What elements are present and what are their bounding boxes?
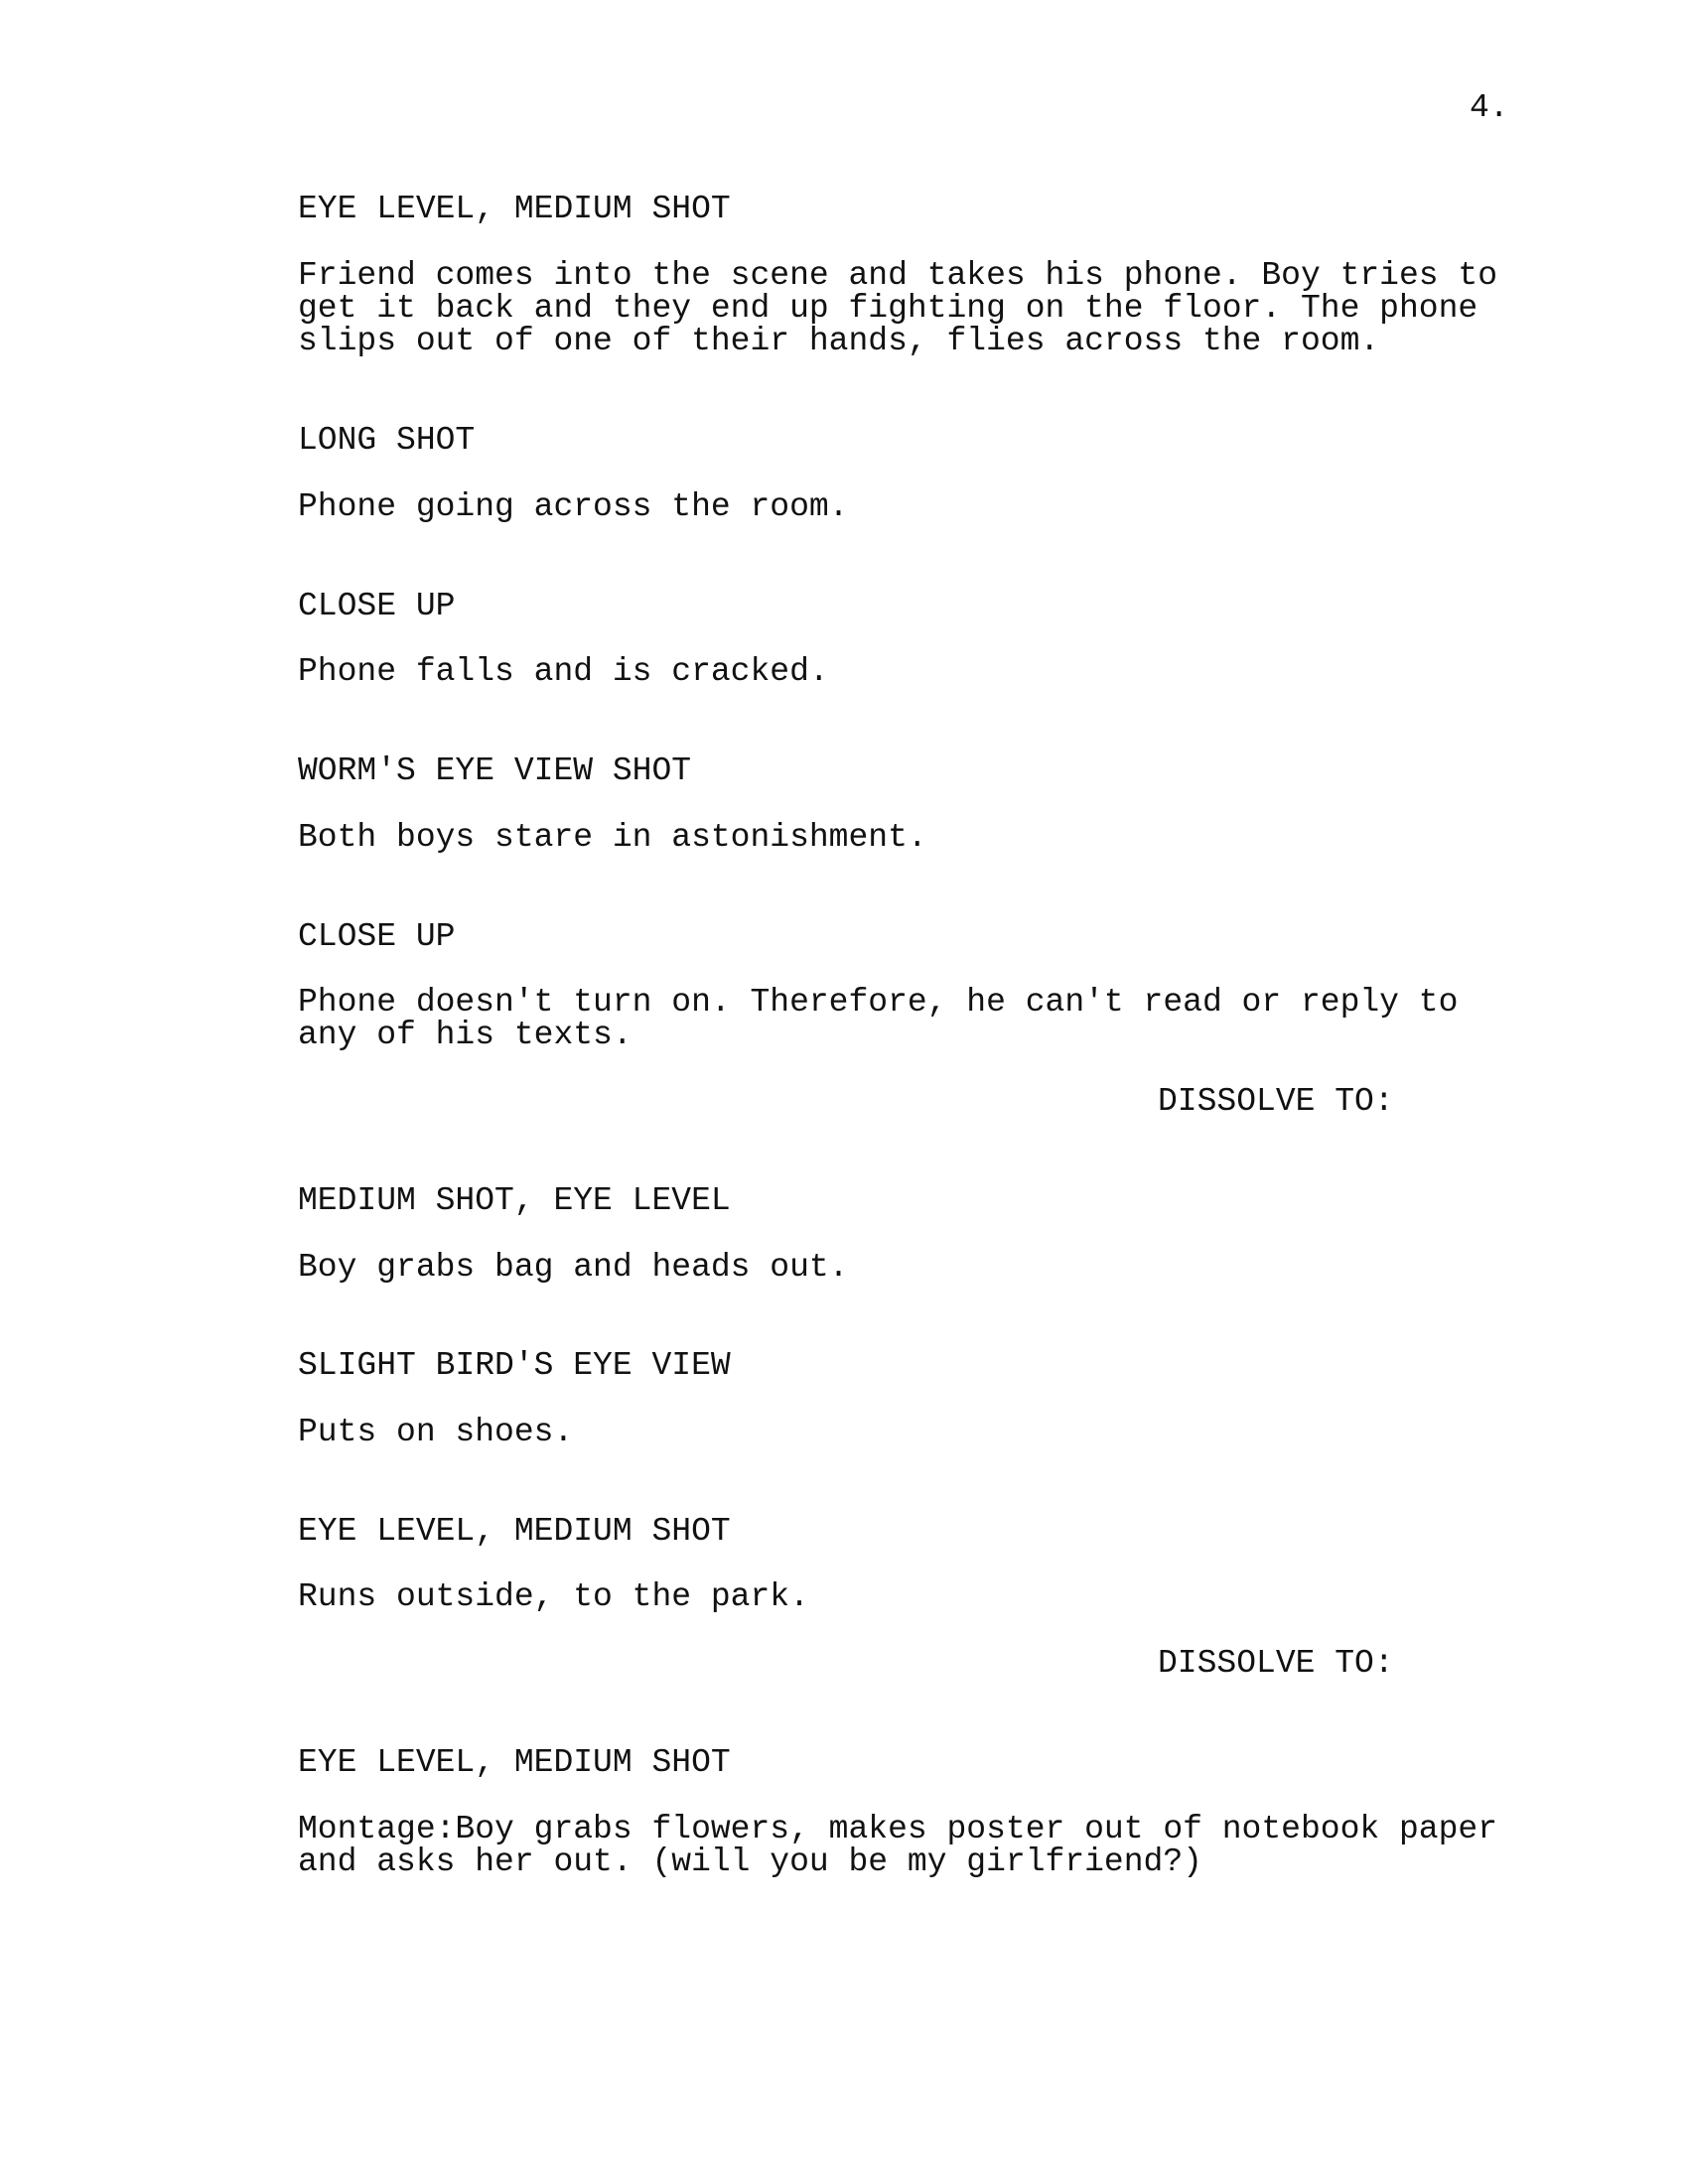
- spacer: [298, 1118, 1489, 1151]
- page-number: 4.: [1470, 89, 1509, 126]
- spacer: [298, 1680, 1489, 1712]
- shot-heading: CLOSE UP: [298, 917, 456, 955]
- spacer: [298, 1482, 1489, 1515]
- spacer: [298, 225, 1489, 258]
- shot-heading: CLOSE UP: [298, 587, 456, 624]
- spacer: [298, 457, 1489, 489]
- spacer: [298, 1614, 1489, 1647]
- spacer: [298, 887, 1489, 919]
- spacer: [298, 1284, 1489, 1316]
- transition: DISSOLVE TO:: [1158, 1083, 1394, 1121]
- action-line: Runs outside, to the park.: [298, 1578, 809, 1616]
- script-body: [298, 191, 1497, 1880]
- shot-heading: EYE LEVEL, MEDIUM SHOT: [298, 1743, 731, 1781]
- spacer: [298, 1316, 1489, 1349]
- spacer: [298, 1052, 1489, 1085]
- spacer: [298, 523, 1489, 556]
- shot-heading: SLIGHT BIRD'S EYE VIEW: [298, 1347, 731, 1385]
- action-line: Phone falls and is cracked.: [298, 653, 829, 691]
- spacer: [298, 854, 1489, 887]
- spacer: [298, 722, 1489, 754]
- action-line: and asks her out. (will you be my girlfriend?): [298, 1843, 1202, 1880]
- spacer: [298, 787, 1489, 820]
- spacer: [298, 1152, 1489, 1184]
- action-line: Montage:Boy grabs flowers, makes poster out of notebook paper: [298, 1810, 1497, 1847]
- spacer: [298, 1383, 1489, 1416]
- action-line: Boy grabs bag and heads out.: [298, 1248, 849, 1286]
- action-line: any of his texts.: [298, 1017, 633, 1054]
- spacer: [298, 556, 1489, 589]
- action-line: slips out of one of their hands, flies across the room.: [298, 323, 1380, 360]
- spacer: [298, 391, 1489, 424]
- spacer: [298, 1217, 1489, 1250]
- shot-heading: WORM'S EYE VIEW SHOT: [298, 752, 692, 790]
- spacer: [298, 688, 1489, 721]
- spacer: [298, 1448, 1489, 1481]
- transition: DISSOLVE TO:: [1158, 1645, 1394, 1683]
- spacer: [298, 357, 1489, 390]
- spacer: [298, 953, 1489, 986]
- action-line: Puts on shoes.: [298, 1413, 574, 1450]
- action-line: Friend comes into the scene and takes his phone. Boy tries to: [298, 256, 1497, 294]
- spacer: [298, 1548, 1489, 1580]
- shot-heading: MEDIUM SHOT, EYE LEVEL: [298, 1181, 731, 1219]
- action-line: get it back and they end up fighting on the floor. The phone: [298, 289, 1478, 327]
- spacer: [298, 1713, 1489, 1746]
- action-line: Both boys stare in astonishment.: [298, 818, 927, 856]
- shot-heading: EYE LEVEL, MEDIUM SHOT: [298, 191, 731, 227]
- spacer: [298, 1779, 1489, 1812]
- shot-heading: LONG SHOT: [298, 422, 476, 460]
- action-line: Phone going across the room.: [298, 487, 849, 525]
- spacer: [298, 622, 1489, 655]
- action-line: Phone doesn't turn on. Therefore, he can't read or reply to: [298, 984, 1459, 1022]
- shot-heading: EYE LEVEL, MEDIUM SHOT: [298, 1512, 731, 1550]
